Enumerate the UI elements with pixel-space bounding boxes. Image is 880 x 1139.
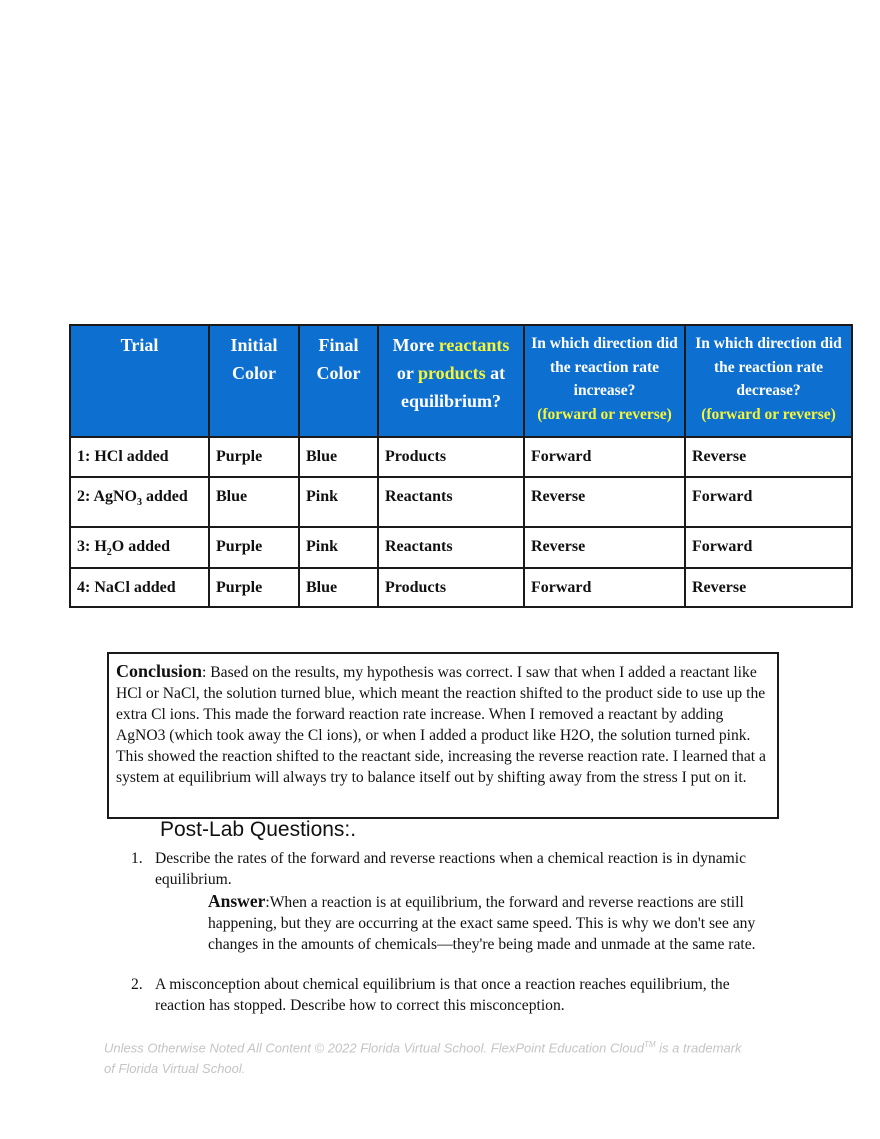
postlab-title: Post-Lab Questions:. [160,818,357,841]
cell-final: Blue [299,437,378,477]
cell-trial: 3: $H_2O$ added [70,527,209,568]
table-row [70,477,852,527]
cell-final: Blue [299,568,378,607]
cell-initial: Purple [209,568,299,607]
table-row [70,527,852,568]
cell-decrease: Reverse [685,437,852,477]
cell-initial: Purple [209,437,299,477]
results-table [69,324,853,608]
table-header-row [70,325,852,437]
cell-increase: Forward [524,437,685,477]
cell-more: Reactants [378,477,524,527]
cell-decrease: Forward [685,477,852,527]
header-final-color: Final Color [299,325,378,437]
cell-trial: 2: AgNO$_3$ added [70,477,209,527]
copyright-footer: Unless Otherwise Noted All Content © 2022 Florida Virtual School. FlexPoint Education Cloud™ is a trademark of Florida Virtual School. [104,1040,742,1077]
cell-initial: Blue [209,477,299,527]
cell-more: Products [378,568,524,607]
header-increase: In which direction did the reaction rate increase? (forward or reverse) [524,325,685,437]
cell-trial: 4: NaCl added [70,568,209,607]
cell-more: Reactants [378,527,524,568]
cell-initial: Purple [209,527,299,568]
cell-increase: Forward [524,568,685,607]
question-2: 2. A misconception about chemical equilibrium is that once a reaction reaches equilibrium, the reaction has stopped. Describe how to correct this misconception. [131,976,730,1014]
conclusion-label: Conclusion [116,661,203,681]
cell-decrease: Reverse [685,568,852,607]
cell-decrease: Forward [685,527,852,568]
cell-increase: Reverse [524,527,685,568]
table-row [70,568,852,607]
header-more: More reactants or products at equilibrium? [378,325,524,437]
conclusion-box [107,652,779,819]
cell-final: Pink [299,477,378,527]
cell-final: Pink [299,527,378,568]
cell-increase: Reverse [524,477,685,527]
conclusion-text: : Based on the results, my hypothesis was correct. I saw that when I added a reactant like HCl or NaCl, the solution turned blue, which meant the reaction shifted to the product side to use up the extra Cl ions. This made the forward reaction rate increase. When I removed a reactant by adding AgNO3 (which took away the Cl ions), or when I added a product like H2O, the solution turned pink. This showed the reaction shifted to the reactant side, increasing the reverse reaction rate. I learned that a system at equilibrium will always try to balance itself out by shifting away from the stress I put on it. [116,664,766,786]
header-initial-color: Initial Color [209,325,299,437]
header-decrease: In which direction did the reaction rate decrease? (forward or reverse) [685,325,852,437]
header-trial: Trial [70,325,209,437]
cell-trial: 1: HCl added [70,437,209,477]
cell-more: Products [378,437,524,477]
answer-1: Answer:When a reaction is at equilibrium, the forward and reverse reactions are still happening, but they are occurring at the exact same speed. This is why we don't see any changes in the amounts of chemicals—they're being made and unmade at the same rate. [208,891,756,953]
table-row [70,437,852,477]
question-1: 1. Describe the rates of the forward and reverse reactions when a chemical reaction is in dynamic equilibrium. [131,850,747,888]
